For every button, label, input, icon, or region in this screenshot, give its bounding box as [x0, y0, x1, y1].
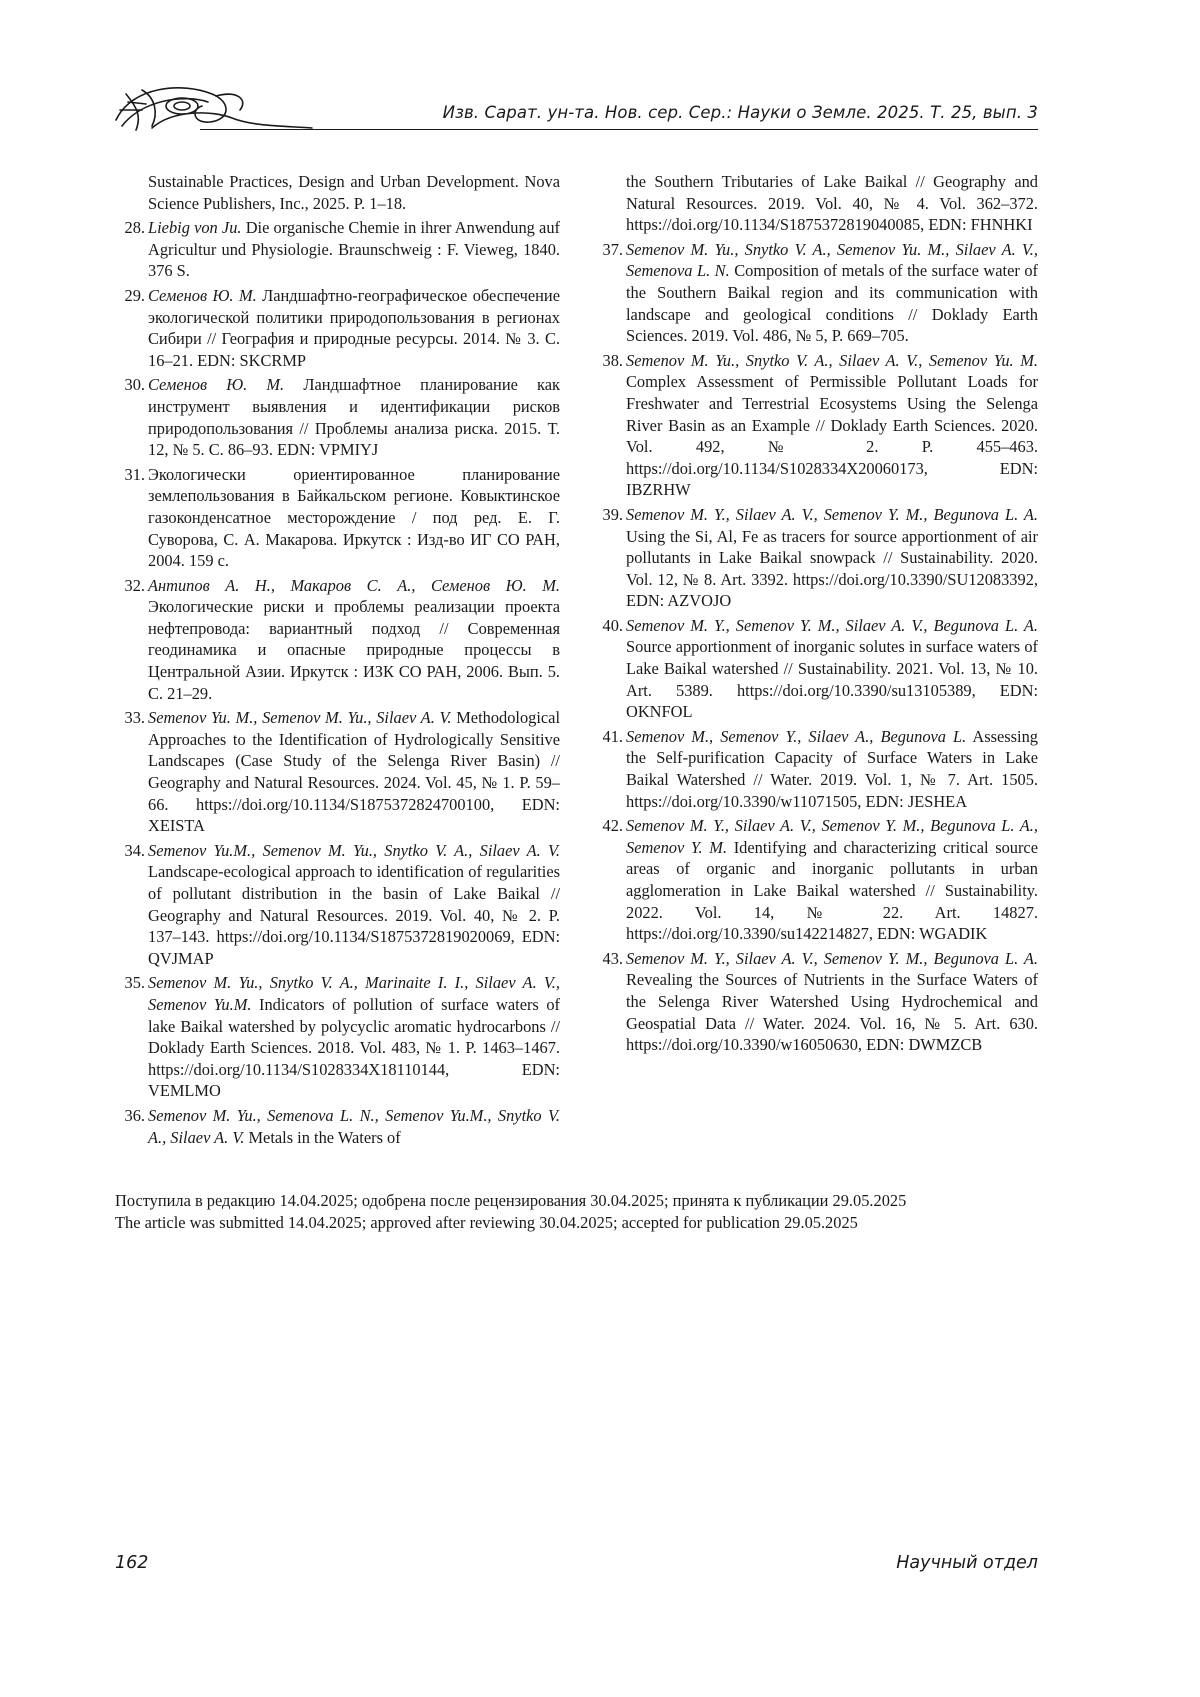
reference-item: 33. Semenov Yu. M., Semenov M. Yu., Silaev A. V. Methodological Approaches to the Identification of Hydrologically Sensitive Landscapes (Case Study of the Selenga River Basin) // Geography and Natural Resources. 2024. Vol. 45, № 1. P. 59–66. https://doi.org/10.1134/S1875372824700100, EDN: XEISTA: [118, 707, 560, 837]
reference-item: 43. Semenov M. Y., Silaev A. V., Semenov Y. M., Begunova L. A. Revealing the Sources of Nutrients in the Surface Waters of the Selenga River Watershed Using Hydrochemical and Geospatial Data // Water. 2024. Vol. 16, № 5. Art. 630. https://doi.org/10.3390/w16050630, EDN: DWMZCB: [596, 948, 1038, 1056]
header-rule: [200, 129, 1038, 130]
reference-item: 37. Semenov M. Yu., Snytko V. A., Semenov Yu. M., Silaev A. V., Semenova L. N. Composition of metals of the surface water of the Southern Baikal region and its communication with landscape and geological conditions // Doklady Earth Sciences. 2019. Vol. 486, № 5, P. 669–705.: [596, 239, 1038, 347]
reference-item: 31. Экологически ориентированное планирование землепользования в Байкальском регионе. Ковыктинское газоконденсатное месторождение / под ред. Е. Г. Суворова, С. А. Макарова. Иркутск : Изд-во ИГ СО РАН, 2004. 159 с.: [118, 464, 560, 572]
submission-info-ru: Поступила в редакцию 14.04.2025; одобрена после рецензирования 30.04.2025; принята к публикации 29.05.2025: [115, 1190, 906, 1212]
references-left-column: [118, 171, 560, 1151]
reference-item: 41. Semenov M., Semenov Y., Silaev A., Begunova L. Assessing the Self-purification Capacity of Surface Waters in Lake Baikal Watershed // Water. 2019. Vol. 1, № 7. Art. 1505. https://doi.org/10.3390/w11071505, EDN: JESHEA: [596, 726, 1038, 812]
reference-item: 39. Semenov M. Y., Silaev A. V., Semenov Y. M., Begunova L. A. Using the Si, Al, Fe as tracers for source apportionment of air pollutants in Lake Baikal snowpack // Sustainability. 2020. Vol. 12, № 8. Art. 3392. https://doi.org/10.3390/SU12083392, EDN: AZVOJO: [596, 504, 1038, 612]
reference-item: Sustainable Practices, Design and Urban Development. Nova Science Publishers, Inc., 2025. P. 1–18.: [118, 171, 560, 214]
page-number: 162: [115, 1553, 148, 1573]
journal-reference: Изв. Сарат. ун-та. Нов. сер. Сер.: Науки о Земле. 2025. Т. 25, вып. 3: [443, 103, 1038, 122]
section-name: Научный отдел: [896, 1553, 1038, 1573]
reference-item: 36. Semenov M. Yu., Semenova L. N., Semenov Yu.M., Snytko V. A., Silaev A. V. Metals in the Waters of: [118, 1105, 560, 1148]
reference-item: 35. Semenov M. Yu., Snytko V. A., Marinaite I. I., Silaev A. V., Semenov Yu.M. Indicators of pollution of surface waters of lake Baikal watershed by polycyclic aromatic hydrocarbons // Doklady Earth Sciences. 2018. Vol. 483, № 1. P. 1463–1467. https://doi.org/10.1134/S1028334X18110144, EDN: VEMLMO: [118, 972, 560, 1102]
reference-item: 42. Semenov M. Y., Silaev A. V., Semenov Y. M., Begunova L. A., Semenov Y. M. Identifying and characterizing critical source areas of organic and inorganic pollutants in urban agglomeration in Lake Baikal watershed // Sustainability. 2022. Vol. 14, № 22. Art. 14827. https://doi.org/10.3390/su142214827, EDN: WGADIK: [596, 815, 1038, 945]
submission-info-en: The article was submitted 14.04.2025; approved after reviewing 30.04.2025; accepted for publication 29.05.2025: [115, 1212, 906, 1234]
submission-info: [115, 1190, 906, 1233]
reference-item: 38. Semenov M. Yu., Snytko V. A., Silaev A. V., Semenov Yu. M. Complex Assessment of Permissible Pollutant Loads for Freshwater and Terrestrial Ecosystems Using the Selenga River Basin as an Example // Doklady Earth Sciences. 2020. Vol. 492, № 2. P. 455–463. https://doi.org/10.1134/S1028334X20060173, EDN: IBZRHW: [596, 350, 1038, 501]
journal-logo-ornament: [112, 80, 332, 136]
reference-item: 29. Семенов Ю. М. Ландшафтно-географическое обеспечение экологической политики природопользования в регионах Сибири // География и природные ресурсы. 2014. № 3. С. 16–21. EDN: SKCRMP: [118, 285, 560, 371]
references-right-column: [596, 171, 1038, 1059]
reference-item: the Southern Tributaries of Lake Baikal // Geography and Natural Resources. 2019. Vol. 40, № 4. Vol. 362–372. https://doi.org/10.1134/S1875372819040085, EDN: FHNHKI: [596, 171, 1038, 236]
reference-item: 32. Антипов А. Н., Макаров С. А., Семенов Ю. М. Экологические риски и проблемы реализации проекта нефтепровода: вариантный подход // Современная геодинамика и опасные природные процессы в Центральной Азии. Иркутск : ИЗК СО РАН, 2006. Вып. 5. С. 21–29.: [118, 575, 560, 705]
reference-item: 40. Semenov M. Y., Semenov Y. M., Silaev A. V., Begunova L. A. Source apportionment of inorganic solutes in surface waters of Lake Baikal watershed // Sustainability. 2021. Vol. 13, № 10. Art. 5389. https://doi.org/10.3390/su13105389, EDN: OKNFOL: [596, 615, 1038, 723]
journal-page: [0, 0, 1200, 1697]
reference-item: 34. Semenov Yu.M., Semenov M. Yu., Snytko V. A., Silaev A. V. Landscape-ecological approach to identification of regularities of pollutant distribution in the basin of Lake Baikal // Geography and Natural Resources. 2019. Vol. 40, № 2. P. 137–143. https://doi.org/10.1134/S1875372819020069, EDN: QVJMAP: [118, 840, 560, 970]
reference-item: 30. Семенов Ю. М. Ландшафтное планирование как инструмент выявления и идентификации рисков природопользования // Проблемы анализа риска. 2015. Т. 12, № 5. С. 86–93. EDN: VPMIYJ: [118, 374, 560, 460]
reference-item: 28. Liebig von Ju. Die organische Chemie in ihrer Anwendung auf Agricultur und Physiologie. Braunschweig : F. Vieweg, 1840. 376 S.: [118, 217, 560, 282]
